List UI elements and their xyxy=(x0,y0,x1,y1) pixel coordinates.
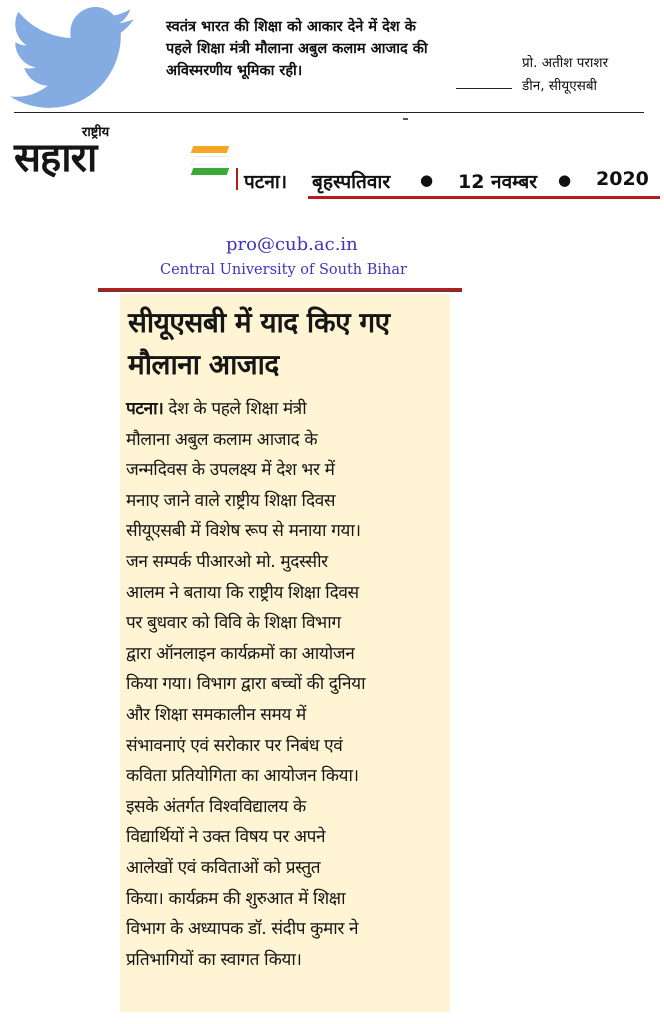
body-line: मनाए जाने वाले राष्ट्रीय शिक्षा दिवस xyxy=(126,490,336,511)
body-line: और शिक्षा समकालीन समय में xyxy=(126,704,306,725)
top-divider xyxy=(14,112,644,113)
body-line: पटना। देश के पहले शिक्षा मंत्री xyxy=(126,399,307,419)
dateline-year: 2020 xyxy=(596,168,649,190)
newspaper-masthead xyxy=(14,118,226,190)
quote-line: पहले शिक्षा मंत्री मौलाना अबुल कलाम आजाद की xyxy=(166,41,428,57)
body-line: प्रतिभागियों का स्वागत किया। xyxy=(126,949,302,970)
dateline-date: 12 नवम्बर xyxy=(458,171,537,193)
dateline-city: पटना। xyxy=(244,171,288,193)
body-line: द्वारा ऑनलाइन कार्यक्रमों का आयोजन xyxy=(126,643,355,664)
twitter-bird-icon xyxy=(10,6,136,112)
author-title: डीन, सीयूएसबी xyxy=(522,78,598,94)
quote-line: अविस्मरणीय भूमिका रही। xyxy=(166,63,303,79)
body-line: संभावनाएं एवं सरोकार पर निबंध एवं xyxy=(126,735,343,756)
masthead-logo-text: सहारा xyxy=(14,135,97,181)
news-article xyxy=(120,294,450,1012)
masthead-small-text: राष्ट्रीय xyxy=(82,125,110,140)
article-headline xyxy=(128,302,446,386)
body-line: विभाग के अध्यापक डॉ. संदीप कुमार ने xyxy=(126,919,359,940)
stray-mark xyxy=(403,118,408,120)
headline-line: मौलाना आजाद xyxy=(128,348,279,381)
bullet-icon: ● xyxy=(420,171,434,189)
dateline-rule xyxy=(308,196,660,199)
body-line: किया गया। विभाग द्वारा बच्चों की दुनिया xyxy=(126,674,366,695)
author-dash xyxy=(456,88,512,89)
body-line: कविता प्रतियोगिता का आयोजन किया। xyxy=(126,766,359,787)
source-university: Central University of South Bihar xyxy=(160,262,407,278)
quote-author xyxy=(522,52,608,98)
body-line: सीयूएसबी में विशेष रूप से मनाया गया। xyxy=(126,521,361,542)
clipping-rule-thin xyxy=(98,291,462,292)
tweet-quote xyxy=(166,16,506,82)
body-line: मौलाना अबुल कलाम आजाद के xyxy=(126,429,318,450)
body-line: जन सम्पर्क पीआरओ मो. मुदस्सीर xyxy=(126,551,328,572)
body-line: आलम ने बताया कि राष्ट्रीय शिक्षा दिवस xyxy=(126,582,359,603)
body-line: किया। कार्यक्रम की शुरुआत में शिक्षा xyxy=(126,888,346,909)
source-email: pro@cub.ac.in xyxy=(226,234,358,255)
body-line: विद्यार्थियों ने उक्त विषय पर अपने xyxy=(126,827,326,848)
bullet-icon: ● xyxy=(558,171,572,189)
quote-line: स्वतंत्र भारत की शिक्षा को आकार देने में देश के xyxy=(166,19,416,35)
dateline-day: बृहस्पतिवार xyxy=(312,171,391,193)
body-line: आलेखों एवं कविताओं को प्रस्तुत xyxy=(126,857,321,878)
body-line: जन्मदिवस के उपलक्ष्य में देश भर में xyxy=(126,460,335,481)
tricolor-stripes-icon xyxy=(192,146,228,176)
dateline xyxy=(232,168,652,194)
body-line: इसके अंतर्गत विश्वविद्यालय के xyxy=(126,796,306,817)
author-name: प्रो. अतीश पराशर xyxy=(522,55,609,71)
headline-line: सीयूएसबी में याद किए गए xyxy=(128,306,390,339)
body-line: पर बुधवार को विवि के शिक्षा विभाग xyxy=(126,613,341,634)
article-city: पटना। xyxy=(126,399,164,419)
article-body xyxy=(126,394,450,975)
